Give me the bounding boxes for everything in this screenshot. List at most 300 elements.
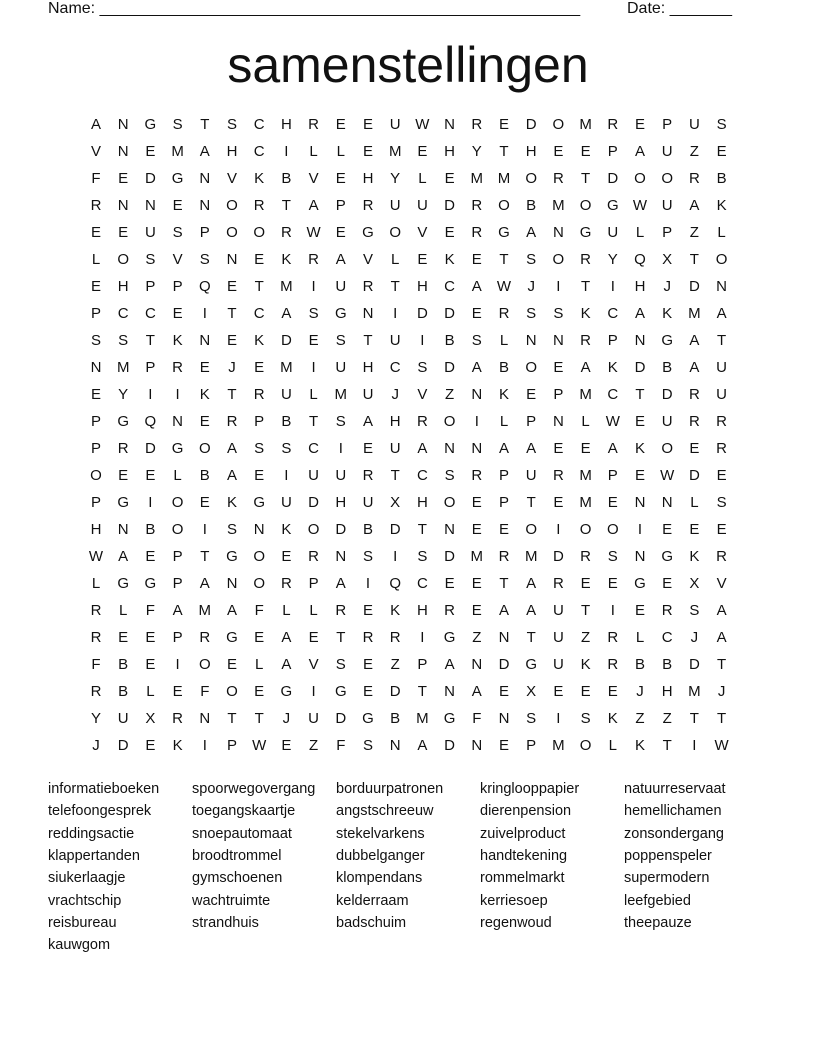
grid-letter: E bbox=[498, 521, 509, 538]
grid-letter: C bbox=[144, 305, 156, 322]
grid-letter: U bbox=[688, 116, 700, 133]
grid-letter: F bbox=[91, 170, 101, 187]
grid-letter: Y bbox=[90, 710, 101, 727]
word-list-item: kringlooppapier bbox=[480, 781, 580, 797]
grid-letter: O bbox=[498, 197, 510, 214]
grid-letter: O bbox=[552, 251, 565, 268]
grid-letter: E bbox=[281, 548, 292, 565]
grid-letter: B bbox=[390, 710, 401, 727]
grid-letter: J bbox=[663, 278, 671, 295]
grid-letter: Y bbox=[607, 251, 618, 268]
grid-letter: E bbox=[362, 116, 373, 133]
grid-letter: C bbox=[607, 386, 619, 403]
grid-letter: O bbox=[198, 656, 211, 673]
grid-letter: H bbox=[416, 278, 428, 295]
grid-letter: P bbox=[199, 224, 210, 241]
grid-letter: D bbox=[444, 197, 456, 214]
grid-row bbox=[84, 170, 744, 197]
grid-letter: Y bbox=[471, 143, 482, 160]
grid-letter: A bbox=[607, 440, 618, 457]
grid-letter: S bbox=[526, 251, 537, 268]
grid-letter: E bbox=[90, 278, 101, 295]
grid-letter: O bbox=[579, 197, 592, 214]
grid-letter: H bbox=[90, 521, 102, 538]
grid-letter: D bbox=[335, 521, 347, 538]
grid-letter: M bbox=[416, 710, 429, 727]
grid-letter: T bbox=[281, 197, 291, 214]
grid-letter: C bbox=[661, 629, 673, 646]
grid-letter: E bbox=[689, 440, 700, 457]
grid-letter: S bbox=[689, 602, 700, 619]
grid-letter: V bbox=[226, 170, 237, 187]
grid-letter: G bbox=[280, 683, 293, 700]
grid-letter: O bbox=[525, 359, 538, 376]
grid-letter: O bbox=[171, 521, 184, 538]
grid-letter: H bbox=[416, 494, 428, 511]
grid-letter: I bbox=[610, 602, 615, 619]
grid-letter: O bbox=[253, 575, 266, 592]
grid-letter: A bbox=[471, 683, 482, 700]
grid-letter: T bbox=[227, 305, 237, 322]
grid-letter: N bbox=[226, 251, 238, 268]
grid-letter: T bbox=[499, 575, 509, 592]
grid-letter: P bbox=[553, 386, 564, 403]
grid-letter: R bbox=[688, 170, 700, 187]
grid-letter: W bbox=[714, 737, 729, 754]
grid-letter: V bbox=[90, 143, 101, 160]
grid-letter: E bbox=[118, 467, 129, 484]
grid-letter: D bbox=[498, 656, 510, 673]
grid-letter: A bbox=[580, 359, 591, 376]
grid-letter: I bbox=[148, 386, 153, 403]
grid-letter: E bbox=[145, 737, 156, 754]
grid-letter: A bbox=[226, 440, 237, 457]
grid-letter: A bbox=[498, 602, 509, 619]
grid-letter: E bbox=[716, 521, 727, 538]
grid-letter: E bbox=[362, 602, 373, 619]
word-list-item: snoepautomaat bbox=[192, 825, 292, 842]
grid-letter: B bbox=[199, 467, 210, 484]
grid-letter: N bbox=[172, 413, 184, 430]
grid-letter: U bbox=[716, 386, 728, 403]
grid-letter: B bbox=[362, 521, 373, 538]
grid-letter: N bbox=[634, 494, 646, 511]
grid-letter: D bbox=[144, 170, 156, 187]
grid-letter: K bbox=[254, 170, 265, 187]
grid-row bbox=[84, 656, 744, 683]
grid-letter: M bbox=[280, 278, 293, 295]
grid-letter: N bbox=[117, 197, 129, 214]
grid-letter: P bbox=[145, 278, 156, 295]
grid-letter: Q bbox=[144, 413, 157, 430]
grid-letter: L bbox=[391, 251, 400, 268]
grid-letter: T bbox=[254, 278, 264, 295]
grid-letter: I bbox=[311, 278, 316, 295]
grid-letter: K bbox=[634, 440, 645, 457]
grid-letter: S bbox=[335, 656, 346, 673]
grid-letter: L bbox=[309, 143, 318, 160]
grid-letter: F bbox=[254, 602, 264, 619]
grid-letter: S bbox=[553, 305, 564, 322]
grid-letter: B bbox=[118, 656, 129, 673]
grid-letter: G bbox=[362, 224, 374, 241]
grid-letter: H bbox=[280, 116, 292, 133]
grid-letter: D bbox=[308, 494, 320, 511]
grid-letter: I bbox=[311, 683, 316, 700]
grid-letter: C bbox=[416, 467, 428, 484]
grid-letter: R bbox=[90, 602, 102, 619]
grid-letter: A bbox=[498, 440, 509, 457]
grid-letter: S bbox=[172, 116, 183, 133]
grid-letter: B bbox=[498, 359, 509, 376]
grid-letter: E bbox=[308, 629, 319, 646]
grid-letter: K bbox=[689, 548, 700, 565]
grid-letter: R bbox=[688, 386, 700, 403]
grid-letter: U bbox=[362, 494, 374, 511]
grid-letter: D bbox=[444, 359, 456, 376]
grid-letter: E bbox=[580, 143, 591, 160]
grid-letter: D bbox=[389, 683, 401, 700]
grid-letter: T bbox=[309, 413, 319, 430]
grid-letter: R bbox=[90, 197, 102, 214]
grid-letter: G bbox=[226, 548, 238, 565]
grid-letter: R bbox=[90, 683, 102, 700]
grid-letter: D bbox=[525, 116, 537, 133]
grid-letter: O bbox=[443, 413, 456, 430]
grid-letter: S bbox=[145, 251, 156, 268]
grid-letter: X bbox=[689, 575, 700, 592]
grid-letter: M bbox=[388, 143, 402, 160]
grid-row bbox=[84, 143, 744, 170]
grid-letter: N bbox=[199, 197, 211, 214]
grid-letter: I bbox=[202, 521, 207, 538]
header-line bbox=[48, 0, 748, 20]
grid-letter: N bbox=[552, 332, 564, 349]
word-list-item: vrachtschip bbox=[48, 892, 122, 909]
grid-letter: R bbox=[498, 548, 510, 565]
grid-letter: R bbox=[552, 467, 564, 484]
grid-letter: T bbox=[662, 737, 672, 754]
grid-letter: A bbox=[634, 305, 645, 322]
grid-letter: N bbox=[226, 575, 238, 592]
grid-letter: V bbox=[417, 386, 428, 403]
grid-letter: O bbox=[525, 521, 538, 538]
grid-letter: U bbox=[525, 467, 537, 484]
grid-letter: P bbox=[498, 494, 509, 511]
grid-letter: P bbox=[607, 332, 618, 349]
grid-letter: U bbox=[362, 386, 374, 403]
grid-letter: S bbox=[362, 548, 373, 565]
grid-letter: E bbox=[607, 494, 618, 511]
grid-letter: R bbox=[172, 359, 184, 376]
grid-letter: R bbox=[362, 467, 374, 484]
grid-letter: G bbox=[253, 494, 266, 511]
grid-letter: K bbox=[199, 386, 210, 403]
grid-letter: F bbox=[336, 737, 346, 754]
grid-letter: A bbox=[281, 305, 292, 322]
grid-letter: R bbox=[308, 548, 320, 565]
grid-letter: E bbox=[444, 224, 455, 241]
grid-letter: N bbox=[661, 494, 673, 511]
grid-letter: E bbox=[199, 494, 210, 511]
grid-letter: E bbox=[145, 548, 156, 565]
grid-letter: G bbox=[634, 575, 646, 592]
grid-letter: R bbox=[308, 116, 320, 133]
grid-letter: T bbox=[689, 251, 699, 268]
grid-letter: D bbox=[444, 737, 456, 754]
grid-letter: R bbox=[688, 413, 700, 430]
grid-letter: K bbox=[281, 521, 292, 538]
grid-letter: A bbox=[281, 656, 292, 673]
grid-letter: I bbox=[202, 305, 207, 322]
grid-letter: B bbox=[634, 656, 645, 673]
grid-letter: E bbox=[553, 143, 564, 160]
grid-letter: Q bbox=[634, 251, 646, 268]
grid-letter: I bbox=[284, 143, 289, 160]
grid-letter: H bbox=[661, 683, 673, 700]
grid-letter: O bbox=[226, 683, 238, 700]
grid-letter: M bbox=[280, 359, 293, 376]
grid-letter: A bbox=[417, 737, 428, 754]
grid-letter: R bbox=[308, 251, 320, 268]
grid-letter: I bbox=[148, 494, 153, 511]
grid-letter: R bbox=[471, 116, 483, 133]
grid-letter: E bbox=[254, 467, 265, 484]
grid-letter: L bbox=[91, 251, 101, 268]
name-field-label: Name: ______________________________________________________ bbox=[48, 0, 581, 17]
grid-letter: N bbox=[716, 278, 728, 295]
grid-row bbox=[84, 413, 744, 440]
grid-letter: P bbox=[498, 467, 509, 484]
grid-row bbox=[84, 521, 744, 548]
grid-letter: D bbox=[444, 548, 456, 565]
grid-letter: G bbox=[525, 656, 538, 673]
grid-letter: P bbox=[90, 440, 101, 457]
grid-letter: J bbox=[717, 683, 726, 700]
grid-letter: R bbox=[253, 197, 265, 214]
grid-letter: D bbox=[688, 656, 700, 673]
grid-letter: W bbox=[306, 224, 321, 241]
grid-letter: O bbox=[117, 251, 130, 268]
grid-letter: P bbox=[90, 305, 101, 322]
grid-letter: T bbox=[499, 143, 509, 160]
grid-letter: A bbox=[471, 359, 482, 376]
grid-letter: N bbox=[253, 521, 265, 538]
grid-letter: U bbox=[552, 656, 564, 673]
grid-letter: N bbox=[634, 332, 646, 349]
word-list-item: angstschreeuw bbox=[336, 803, 434, 820]
grid-letter: P bbox=[172, 278, 183, 295]
grid-letter: B bbox=[444, 332, 455, 349]
grid-letter: A bbox=[172, 602, 183, 619]
grid-letter: W bbox=[660, 467, 675, 484]
grid-letter: T bbox=[390, 278, 400, 295]
grid-letter: U bbox=[144, 224, 156, 241]
grid-letter: I bbox=[637, 521, 643, 538]
grid-letter: R bbox=[580, 251, 592, 268]
grid-letter: B bbox=[716, 170, 727, 187]
grid-letter: M bbox=[334, 386, 348, 403]
grid-letter: E bbox=[145, 467, 156, 484]
grid-letter: E bbox=[118, 170, 129, 187]
grid-letter: E bbox=[580, 683, 591, 700]
grid-letter: Z bbox=[309, 737, 319, 754]
grid-letter: A bbox=[716, 602, 727, 619]
word-list-item: handtekening bbox=[480, 847, 568, 864]
grid-letter: V bbox=[308, 656, 319, 673]
grid-letter: K bbox=[580, 305, 591, 322]
grid-letter: E bbox=[634, 467, 645, 484]
grid-letter: K bbox=[444, 251, 455, 268]
word-list-item: spoorwegovergang bbox=[192, 781, 316, 797]
grid-letter: G bbox=[144, 116, 157, 133]
grid-letter: P bbox=[254, 413, 265, 430]
grid-letter: E bbox=[580, 575, 591, 592]
grid-letter: P bbox=[607, 467, 618, 484]
grid-letter: L bbox=[499, 332, 509, 349]
grid-letter: M bbox=[579, 494, 592, 511]
grid-letter: G bbox=[661, 332, 674, 349]
grid-row bbox=[84, 440, 744, 467]
grid-letter: S bbox=[471, 332, 482, 349]
grid-letter: O bbox=[226, 224, 238, 241]
grid-letter: U bbox=[389, 116, 401, 133]
grid-letter: A bbox=[689, 197, 700, 214]
grid-letter: O bbox=[307, 521, 320, 538]
word-list-item: kauwgom bbox=[48, 937, 111, 954]
grid-letter: Q bbox=[198, 278, 211, 295]
grid-letter: U bbox=[661, 143, 673, 160]
grid-row bbox=[84, 278, 744, 305]
grid-letter: N bbox=[199, 170, 211, 187]
grid-letter: K bbox=[607, 710, 618, 727]
grid-letter: X bbox=[390, 494, 401, 511]
grid-letter: N bbox=[444, 116, 456, 133]
grid-letter: A bbox=[689, 332, 700, 349]
grid-letter: E bbox=[662, 575, 673, 592]
grid-letter: Z bbox=[445, 386, 455, 403]
grid-letter: M bbox=[524, 548, 538, 565]
grid-letter: D bbox=[117, 737, 129, 754]
grid-row bbox=[84, 305, 744, 332]
grid-letter: Q bbox=[389, 575, 402, 592]
grid-letter: U bbox=[280, 494, 292, 511]
word-list-item: zonsondergang bbox=[624, 825, 724, 842]
grid-letter: N bbox=[444, 521, 456, 538]
grid-letter: E bbox=[444, 575, 455, 592]
grid-letter: G bbox=[171, 170, 184, 187]
grid-letter: E bbox=[580, 440, 591, 457]
grid-letter: H bbox=[389, 413, 401, 430]
grid-letter: G bbox=[362, 710, 374, 727]
grid-letter: O bbox=[552, 116, 565, 133]
grid-letter: N bbox=[199, 710, 211, 727]
grid-letter: U bbox=[389, 440, 401, 457]
grid-letter: S bbox=[308, 305, 319, 322]
grid-letter: T bbox=[635, 386, 645, 403]
grid-letter: A bbox=[716, 305, 727, 322]
grid-letter: E bbox=[145, 143, 156, 160]
grid-letter: E bbox=[335, 224, 346, 241]
grid-letter: B bbox=[145, 521, 156, 538]
word-list-item: supermodern bbox=[624, 870, 710, 887]
grid-letter: D bbox=[552, 548, 564, 565]
grid-letter: S bbox=[526, 305, 537, 322]
grid-letter: E bbox=[226, 656, 237, 673]
grid-letter: M bbox=[497, 170, 511, 187]
grid-letter: K bbox=[226, 494, 237, 511]
grid-letter: L bbox=[336, 143, 345, 160]
grid-letter: I bbox=[610, 278, 615, 295]
grid-letter: S bbox=[281, 440, 292, 457]
grid-letter: D bbox=[416, 305, 428, 322]
grid-letter: E bbox=[254, 683, 265, 700]
grid-letter: E bbox=[145, 656, 156, 673]
grid-letter: M bbox=[171, 143, 184, 160]
grid-letter: Z bbox=[390, 656, 400, 673]
grid-letter: J bbox=[92, 737, 100, 754]
grid-letter: O bbox=[661, 170, 674, 187]
grid-letter: P bbox=[90, 494, 101, 511]
grid-letter: G bbox=[171, 440, 184, 457]
grid-letter: U bbox=[389, 197, 401, 214]
grid-letter: E bbox=[634, 602, 645, 619]
grid-letter: J bbox=[527, 278, 535, 295]
grid-letter: M bbox=[116, 359, 130, 376]
grid-letter: A bbox=[526, 224, 537, 241]
grid-letter: G bbox=[117, 413, 130, 430]
grid-letter: E bbox=[362, 143, 373, 160]
grid-letter: R bbox=[199, 629, 211, 646]
grid-letter: R bbox=[226, 413, 238, 430]
word-list-item: theepauze bbox=[624, 914, 692, 931]
grid-letter: V bbox=[417, 224, 428, 241]
grid-letter: R bbox=[716, 548, 728, 565]
grid-letter: A bbox=[118, 548, 129, 565]
grid-letter: S bbox=[90, 332, 101, 349]
grid-letter: T bbox=[581, 278, 591, 295]
word-list-item: dierenpension bbox=[480, 803, 572, 820]
grid-letter: E bbox=[145, 629, 156, 646]
word-list-item: dubbelganger bbox=[336, 847, 425, 864]
grid-letter: Y bbox=[118, 386, 129, 403]
grid-letter: U bbox=[308, 467, 320, 484]
grid-letter: U bbox=[552, 602, 564, 619]
grid-letter: A bbox=[199, 143, 210, 160]
grid-letter: E bbox=[471, 602, 482, 619]
grid-letter: S bbox=[199, 251, 210, 268]
grid-letter: E bbox=[526, 386, 537, 403]
grid-letter: M bbox=[552, 737, 565, 754]
grid-letter: I bbox=[393, 548, 398, 565]
grid-letter: H bbox=[634, 278, 646, 295]
grid-letter: M bbox=[688, 683, 701, 700]
word-list-item: badschuim bbox=[336, 914, 407, 931]
grid-letter: O bbox=[253, 224, 266, 241]
grid-letter: W bbox=[415, 116, 430, 133]
grid-letter: O bbox=[525, 170, 538, 187]
grid-letter: A bbox=[716, 629, 727, 646]
grid-letter: U bbox=[716, 359, 728, 376]
grid-letter: Z bbox=[472, 629, 482, 646]
grid-letter: L bbox=[635, 224, 645, 241]
grid-letter: R bbox=[389, 629, 401, 646]
grid-letter: E bbox=[199, 359, 210, 376]
grid-letter: E bbox=[199, 413, 210, 430]
word-list-item: reddingsactie bbox=[48, 825, 135, 842]
grid-letter: E bbox=[335, 116, 346, 133]
grid-letter: S bbox=[172, 224, 183, 241]
